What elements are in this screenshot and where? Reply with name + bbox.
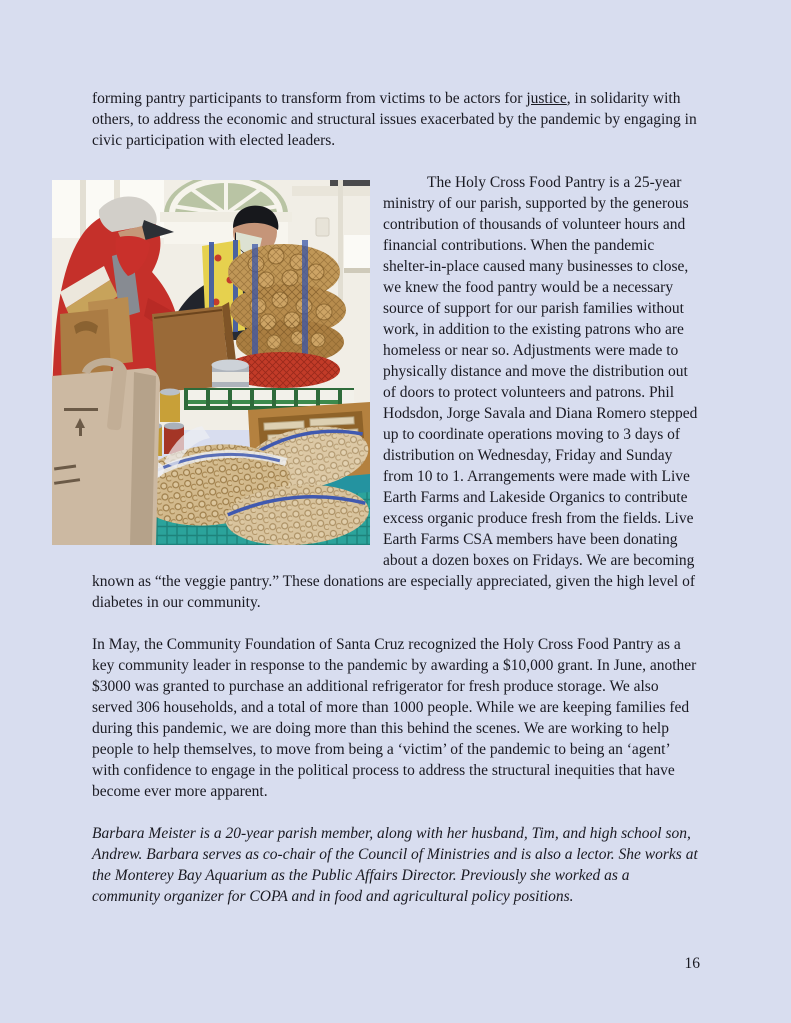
paragraph-pantry bbox=[92, 172, 700, 613]
paragraph-intro-text: forming pantry participants to transform from victims to be actors for bbox=[92, 90, 527, 107]
paragraph-author-bio: Barbara Meister is a 20-year parish member, along with her husband, Tim, and high school son, Andrew. Barbara serves as co-chair of the Council of Ministries and is also a lector. She works at the Monterey Bay Aquarium as the Public Affairs Director. Previously she worked as a community organizer for COPA and in food and agricultural policy positions. bbox=[92, 825, 698, 905]
article-body bbox=[92, 88, 700, 907]
paragraph-intro-text-cont: , in solidarity with others, to address the economic and structural issues exacerbated by the pandemic by engaging in civic participation with elected leaders. bbox=[92, 90, 697, 149]
paragraph-intro bbox=[92, 88, 700, 151]
justice-underlined-text: justice bbox=[526, 90, 567, 107]
paragraph-pantry-text: The Holy Cross Food Pantry is a 25-year ministry of our parish, supported by the generous contribution of thousands of volunteer hours and financial contributions. When the pandemic shelter-in-place caused many businesses to close, we knew the food pantry would be a necessary source of support for our parish families without work, in addition to the existing patrons who are homeless or near so. Adjustments were made to physically distance and move the distribution out of doors to protect volunteers and patrons. Phil Hodsdon, Jorge Savala and Diana Romero stepped up to coordinate operations moving to 3 days of distribution on Wednesday, Friday and Sunday from 10 to 1. Arrangements were made with Live Earth Farms and Lakeside Organics to contribute excess organic produce fresh from the fields. Live Earth Farms CSA members have been donating about a dozen boxes on Fridays. We are becoming known as “the veggie pantry.” These donations are especially appreciated, given the high level of diabetes in our community. bbox=[92, 174, 698, 611]
canvas-tote bbox=[52, 358, 160, 545]
page-number: 16 bbox=[684, 955, 700, 972]
paragraph-grant: In May, the Community Foundation of Santa Cruz recognized the Holy Cross Food Pantry as a key community leader in response to the pandemic by awarding a $10,000 grant. In June, another $3000 was granted to purchase an additional refrigerator for fresh produce storage. We also served 306 households, and a total of more than 1000 people. While we are keeping families fed during this pandemic, we are doing more than this behind the scenes. We are working to help people to help themselves, to move from being a ‘victim’ of the pandemic to being an ‘agent’ with confidence to engage in the political process to address the structural inequities that have become ever more apparent. bbox=[92, 636, 697, 800]
pantry-photo bbox=[52, 180, 370, 545]
